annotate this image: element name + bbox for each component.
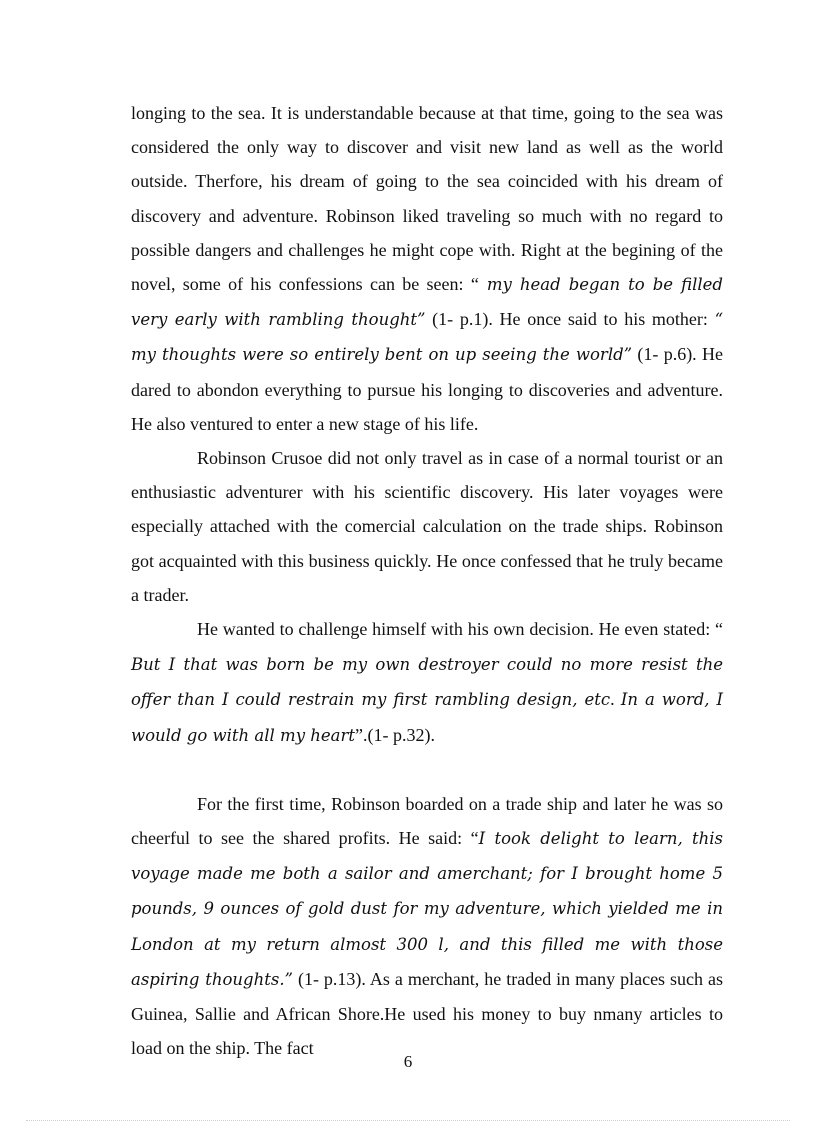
page-number: 6: [403, 1052, 413, 1071]
text-span: Robinson Crusoe did not only travel as in case of a normal tourist or an enthusiastic adventurer with his scientific discovery. His later voyages were especially attached with the comercial calculation on the trade ships. Robinson got acquainted with this business quickly. He once confessed that he truly became a trader.: [131, 448, 723, 605]
quotation: In a word, I would go with all my heart: [131, 690, 724, 745]
page-bottom-divider: [26, 1120, 790, 1121]
text-span: (1- p.6). He dared to abondon everything to pursue his longing to discoveries and adventure. He also ventured to enter a new stage of his life.: [131, 344, 723, 434]
quotation: “ my thoughts were so entirely bent on up seeing the world”: [131, 310, 723, 365]
text-span: longing to the sea. It is understandable because at that time, going to the sea was considered the only way to discover and visit new land as well as the world outside. Therfore, his dream of going to the sea coincided with his dream of discovery and adventure. Robinson liked traveling so much with no regard to possible dangers and challenges he might cope with. Right at the begining of the novel, some of his confessions can be seen: “: [131, 103, 723, 295]
paragraph-1: [131, 96, 723, 441]
text-span: .: [610, 689, 621, 710]
quotation: I took delight to learn, this voyage made me both a sailor and amerchant; for I brought home 5 pounds, 9 ounces of gold dust for my adventure, which yielded me in London at my return almost 300 l, and this filled me with those aspiring thoughts.”: [131, 829, 723, 989]
text-span: (1- p.13). As a merchant, he traded in many places such as Guinea, Sallie and African Shore.He used his money to buy nmany articles to load on the ship. The fact: [131, 968, 723, 1059]
paragraph-3: [131, 612, 723, 753]
text-span: (1- p.1). He once said to his mother:: [425, 309, 715, 330]
text-span: For the first time, Robinson boarded on a trade ship and later he was so cheerful to see the shared profits. He said: “: [131, 793, 723, 849]
paragraph-4: [131, 787, 723, 1066]
text-span: He wanted to challenge himself with his own decision. He even stated: “: [197, 619, 723, 640]
body-text: [131, 96, 723, 1065]
text-span: ”.(1- p.32).: [355, 724, 435, 745]
quotation: But I that was born be my own destroyer could no more resist the offer than I could restrain my first rambling design, etc: [131, 655, 723, 710]
paragraph-2: [131, 441, 723, 612]
quotation: my head began to be filled very early with rambling thought”: [131, 275, 723, 330]
